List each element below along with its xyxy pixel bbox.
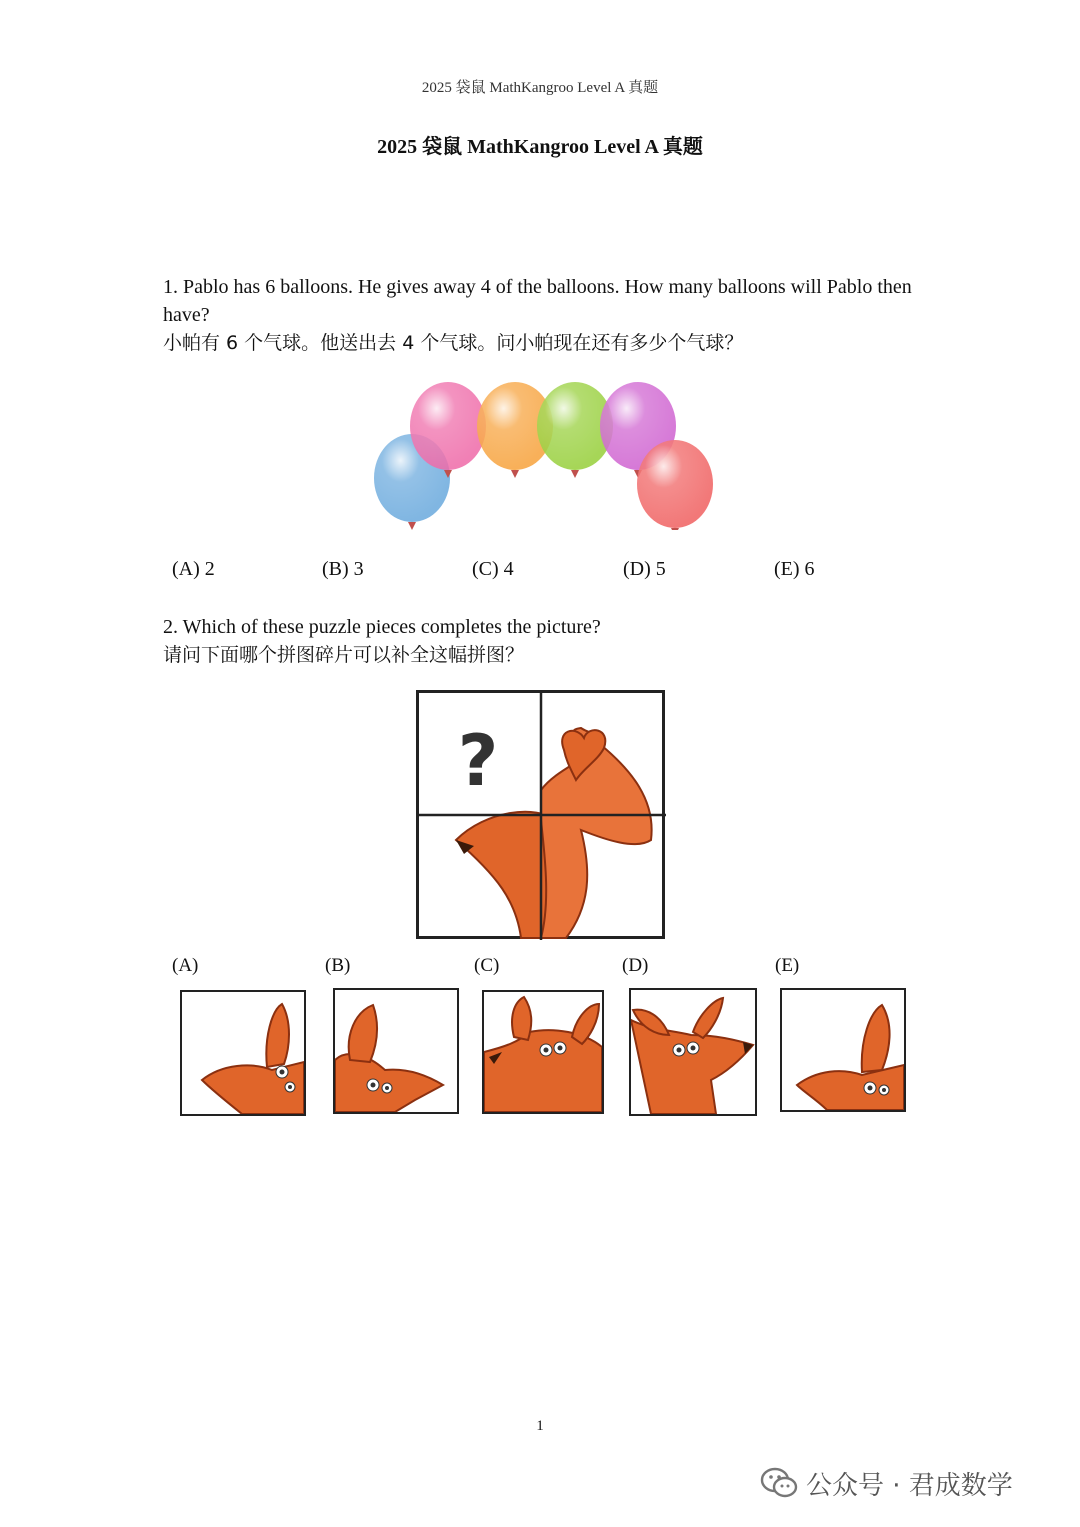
- q1-option-c[interactable]: (C) 4: [472, 558, 514, 580]
- question-mark: ?: [457, 720, 499, 802]
- balloons-image: [360, 370, 730, 530]
- kangaroo-head-icon: [631, 990, 755, 1114]
- question-text: Which of these puzzle pieces completes the picture?: [182, 616, 601, 638]
- running-header: 2025 袋鼠 MathKangroo Level A 真题: [421, 80, 659, 96]
- question-2-text-en: [163, 613, 923, 641]
- kangaroo-head-icon: [782, 990, 904, 1110]
- question-number: 1.: [163, 276, 178, 298]
- q2-option-e-label: (E): [775, 955, 800, 976]
- puzzle-picture: [416, 690, 666, 940]
- q2-option-d-label: (D): [622, 955, 649, 976]
- watermark: [760, 1463, 1060, 1503]
- kangaroo-head-icon: [335, 990, 457, 1112]
- question-2: [163, 613, 923, 669]
- q2-option-d-piece[interactable]: [629, 988, 757, 1116]
- q2-option-b-label: (B): [325, 955, 351, 976]
- q2-option-e-piece[interactable]: [780, 988, 906, 1112]
- question-2-text-zh: 请问下面哪个拼图碎片可以补全这幅拼图？: [163, 644, 525, 666]
- question-1-text-zh: 小帕有 6 个气球。他送出去 4 个气球。问小帕现在还有多少个气球？: [163, 332, 744, 354]
- question-1-text-en: [163, 273, 923, 329]
- question-text: Pablo has 6 balloons. He gives away 4 of the balloons. How many balloons will Pablo then have?: [163, 276, 912, 326]
- q2-option-b-piece[interactable]: [333, 988, 459, 1114]
- question-1: [163, 273, 923, 357]
- q2-option-a-label: (A): [172, 955, 199, 976]
- page-number: 1: [536, 1418, 544, 1434]
- watermark-text: 公众号 · 君成数学: [806, 1470, 1013, 1501]
- q2-option-c-label: (C): [474, 955, 500, 976]
- balloon: [637, 440, 713, 530]
- question-number: 2.: [163, 616, 178, 638]
- page-title: 2025 袋鼠 MathKangroo Level A 真题: [377, 136, 703, 158]
- q1-option-a[interactable]: (A) 2: [172, 558, 215, 580]
- wechat-icon: [760, 1466, 798, 1500]
- q1-option-d[interactable]: (D) 5: [623, 558, 666, 580]
- q2-option-c-piece[interactable]: [482, 990, 604, 1114]
- q1-option-b[interactable]: (B) 3: [322, 558, 364, 580]
- q1-option-e[interactable]: (E) 6: [774, 558, 815, 580]
- kangaroo-head-icon: [484, 992, 602, 1112]
- q2-option-a-piece[interactable]: [180, 990, 306, 1116]
- kangaroo-head-icon: [182, 992, 304, 1114]
